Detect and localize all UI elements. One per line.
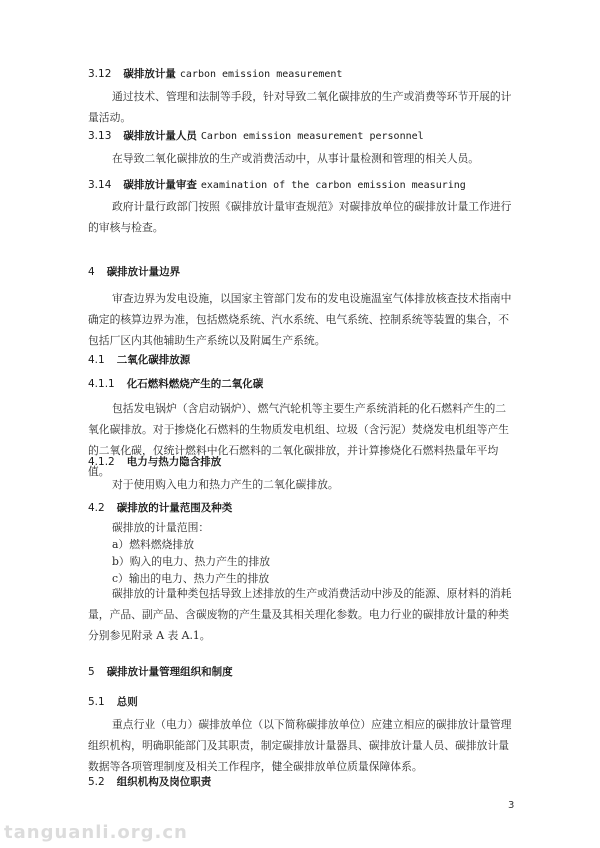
section-title-en: examination of the carbon emission measuring <box>200 180 466 191</box>
section-number: 5 <box>88 666 95 678</box>
section-number: 4.2 <box>88 502 105 514</box>
section-4-1-1-body: 包括发电锅炉（含启动锅炉）、燃气汽轮机等主要生产系统消耗的化石燃料产生的二氧化碳排放。对于掺烧化石燃料的生物质发电机组、垃圾（含污泥）焚烧发电机组等产生的二氧化碳，仅统计燃料中化石燃料的二氧化碳排放，并计算掺烧化石燃料热量年平均值。 <box>88 402 510 478</box>
section-number: 4.1.1 <box>88 378 115 390</box>
section-number: 3.14 <box>88 179 112 191</box>
section-3-13-body: 在导致二氧化碳排放的生产或消费活动中，从事计量检测和管理的相关人员。 <box>112 152 480 165</box>
section-4-2-intro: 碳排放的计量范围： <box>112 521 210 534</box>
section-5-1-body: 重点行业（电力）碳排放单位（以下简称碳排放单位）应建立相应的碳排放计量管理组织机构，明确职能部门及其职责，制定碳排放计量器具、碳排放计量人员、碳排放计量数据等各项管理制度及相关工作程序，健全碳排放单位质量保障体系。 <box>88 718 512 773</box>
section-title: 碳排放的计量范围及种类 <box>116 502 233 514</box>
watermark: tanguanli.org.cn <box>4 822 188 843</box>
section-number: 4.1 <box>88 354 105 366</box>
section-title: 碳排放计量边界 <box>106 266 181 278</box>
section-5-heading <box>88 664 233 679</box>
section-title: 碳排放计量审查 <box>123 179 197 191</box>
section-3-12-body: 通过技术、管理和法制等手段，针对导致二氧化碳排放的生产或消费等环节开展的计量活动。 <box>88 90 512 124</box>
section-number: 4.1.2 <box>88 456 115 468</box>
section-number: 3.12 <box>88 68 112 80</box>
section-title: 化石燃料燃烧产生的二氧化碳 <box>126 378 264 390</box>
section-number: 3.13 <box>88 130 112 142</box>
section-title: 碳排放计量 <box>123 68 176 80</box>
section-4-1-2-heading <box>88 454 221 469</box>
section-number: 5.1 <box>88 696 105 708</box>
list-item: a）燃料燃烧排放 <box>112 538 195 551</box>
section-4-1-heading <box>88 352 190 367</box>
section-number: 4 <box>88 266 95 278</box>
section-5-1-heading <box>88 694 138 709</box>
section-3-14-body: 政府计量行政部门按照《碳排放计量审查规范》对碳排放单位的碳排放计量工作进行的审核与检查。 <box>88 200 512 234</box>
section-title: 二氧化碳排放源 <box>116 354 191 366</box>
section-title-en: carbon emission measurement <box>179 69 343 80</box>
section-4-heading <box>88 264 180 279</box>
section-5-2-heading <box>88 774 211 789</box>
section-number: 5.2 <box>88 776 105 788</box>
section-3-13-heading <box>88 128 424 143</box>
section-title: 碳排放计量管理组织和制度 <box>106 666 233 678</box>
section-4-1-2-body: 对于使用购入电力和热力产生的二氧化碳排放。 <box>112 478 339 491</box>
section-title: 碳排放计量人员 <box>123 130 197 142</box>
section-4-body: 审查边界为发电设施，以国家主管部门发布的发电设施温室气体排放核查技术指南中确定的核算边界为准，包括燃烧系统、汽水系统、电气系统、控制系统等装置的集合，不包括厂区内其他辅助生产系统以及附属生产系统。 <box>88 292 512 347</box>
section-title: 组织机构及岗位职责 <box>116 776 212 788</box>
section-3-14-heading <box>88 177 466 192</box>
list-item: c）输出的电力、热力产生的排放 <box>112 572 270 585</box>
section-title: 总则 <box>116 696 138 708</box>
section-title: 电力与热力隐含排放 <box>126 456 222 468</box>
section-3-12-heading <box>88 66 342 81</box>
list-item: b）购入的电力、热力产生的排放 <box>112 555 271 568</box>
page-number: 3 <box>508 800 515 811</box>
section-4-2-body: 碳排放的计量种类包括导致上述排放的生产或消费活动中涉及的能源、原材料的消耗量，产品、副产品、含碳废物的产生量及其相关理化参数。电力行业的碳排放计量的种类分别参见附录 A 表 A.1。 <box>88 587 512 642</box>
section-4-1-1-heading <box>88 376 263 391</box>
section-4-2-heading <box>88 500 232 515</box>
section-title-en: Carbon emission measurement personnel <box>200 131 424 142</box>
